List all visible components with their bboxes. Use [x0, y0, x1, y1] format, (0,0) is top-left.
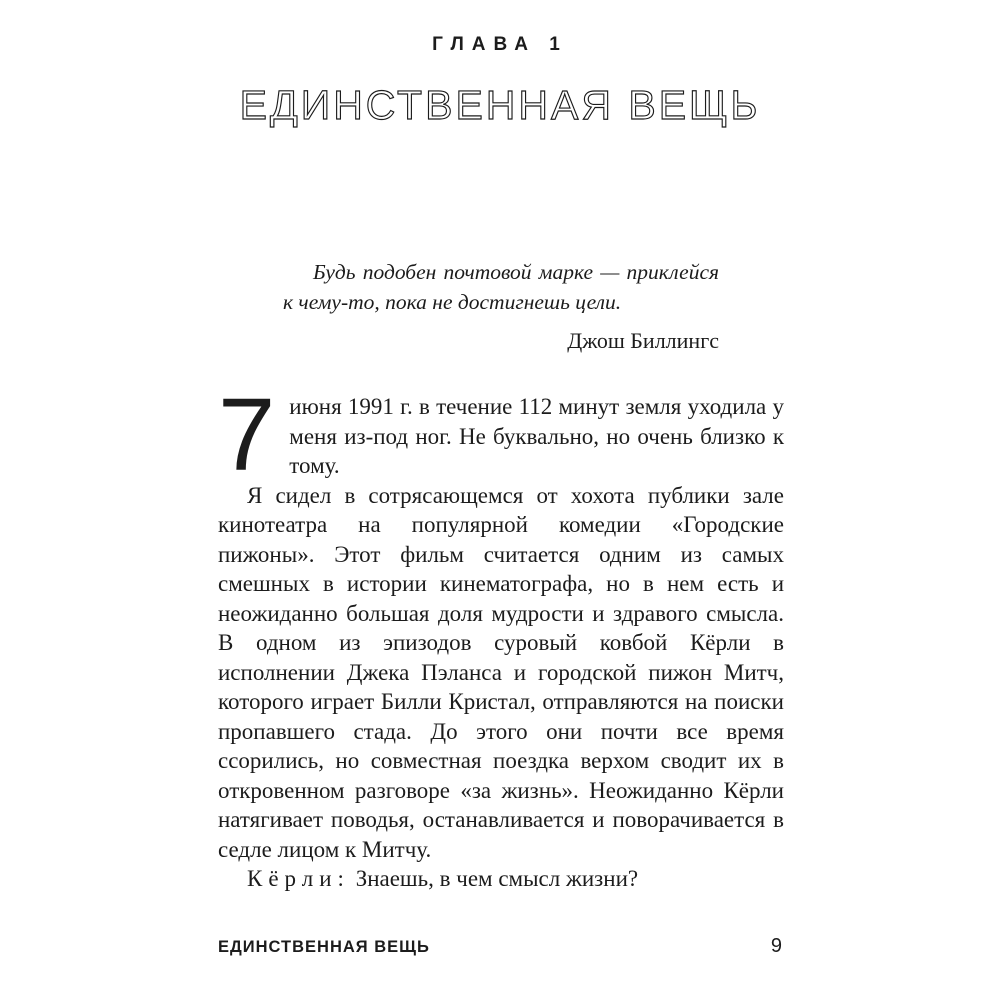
page-footer	[218, 935, 782, 958]
dialogue-text: Знаешь, в чем смысл жизни?	[349, 866, 639, 891]
chapter-title: ЕДИНСТВЕННАЯ ВЕЩЬ	[239, 82, 761, 128]
paragraph-first-text: июня 1991 г. в течение 112 минут земля уходила у меня из-под ног. Не буквально, но очень близко к тому.	[289, 394, 784, 478]
page-number: 9	[770, 935, 782, 957]
paragraph-second: Я сидел в сотрясающемся от хохота публики зале кинотеатра на популярной комедии «Городские пижоны». Этот фильм считается одним из самых смешных в истории кинематографа, но в нем есть и неожиданно большая доля мудрости и здравого смысла. В одном из эпизодов суровый ковбой Кёрли в исполнении Джека Пэланса и городской пижон Митч, которого играет Билли Кристал, отправляются на поиски пропавшего стада. До этого они почти все время ссорились, но совместная поездка верхом сводит их в откровенном разговоре «за жизнь». Неожиданно Кёрли натягивает поводья, останавливается и поворачивается в седле лицом к Митчу.	[218, 482, 784, 862]
epigraph	[283, 257, 719, 354]
dialogue-speaker: Кёрли:	[247, 866, 350, 891]
dropcap: 7	[218, 377, 276, 492]
body-text	[218, 377, 784, 894]
paragraph-first	[218, 377, 784, 492]
epigraph-attribution: Джош Биллингс	[567, 328, 719, 353]
running-title: ЕДИНСТВЕННАЯ ВЕЩЬ	[218, 938, 430, 956]
chapter-label: ГЛАВА 1	[432, 34, 568, 55]
epigraph-text: Будь подобен почтовой марке — приклейся к чему-то, пока не достигнешь цели.	[283, 260, 719, 314]
dialogue-line	[218, 864, 784, 894]
